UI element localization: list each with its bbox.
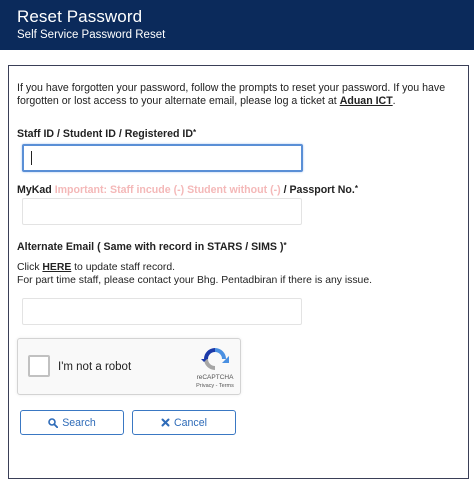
recaptcha-label: I'm not a robot	[58, 361, 132, 373]
mykad-label-prefix: MyKad	[17, 184, 55, 196]
staff-id-input[interactable]	[24, 146, 301, 170]
recaptcha-checkbox[interactable]	[28, 355, 50, 377]
update-record-note	[17, 262, 372, 287]
update-record-link[interactable]: HERE	[42, 262, 72, 273]
intro-text	[17, 82, 467, 108]
close-icon	[161, 418, 170, 427]
recaptcha-brand: reCAPTCHA	[196, 374, 234, 381]
page-title: Reset Password	[17, 7, 143, 26]
page-subtitle: Self Service Password Reset	[17, 29, 166, 41]
alt-email-field[interactable]	[22, 298, 302, 325]
recaptcha-terms-link[interactable]: Privacy - Terms	[196, 383, 234, 389]
intro-suffix: .	[392, 95, 396, 107]
required-mark: *	[193, 128, 197, 137]
search-button-label: Search	[62, 416, 96, 429]
staff-id-field[interactable]	[22, 144, 303, 172]
staff-id-label	[17, 128, 196, 140]
mykad-input[interactable]	[23, 199, 301, 224]
cancel-button-label: Cancel	[174, 416, 207, 429]
cancel-button[interactable]	[132, 410, 236, 435]
note-rest: to update staff record.	[71, 262, 176, 273]
alt-email-label-text: Alternate Email ( Same with record in STARS / SIMS )	[17, 241, 284, 253]
aduan-ict-link[interactable]: Aduan ICT	[339, 95, 393, 107]
recaptcha-widget	[17, 338, 241, 395]
mykad-label	[17, 184, 358, 196]
text-caret	[31, 151, 32, 165]
alt-email-input[interactable]	[23, 299, 301, 324]
mykad-label-suffix: / Passport No.	[280, 184, 355, 196]
search-button[interactable]	[20, 410, 124, 435]
required-mark: *	[354, 184, 358, 193]
page-header	[0, 0, 474, 50]
note-click: Click	[17, 262, 43, 273]
mykad-field[interactable]	[22, 198, 302, 225]
staff-id-label-text: Staff ID / Student ID / Registered ID	[17, 128, 193, 140]
note-line-1	[17, 262, 372, 275]
required-mark: *	[283, 241, 287, 250]
search-icon	[48, 418, 58, 428]
mykad-important-note: Important: Staff incude (-) Student without (-)	[54, 184, 281, 196]
alt-email-label	[17, 241, 287, 253]
intro-body: If you have forgotten your password, follow the prompts to reset your password. If you have forgotten or lost access to your alternate email, please log a ticket at	[17, 82, 446, 107]
recaptcha-logo-icon	[200, 346, 230, 374]
note-line-2: For part time staff, please contact your Bhg. Pentadbiran if there is any issue.	[17, 274, 373, 286]
